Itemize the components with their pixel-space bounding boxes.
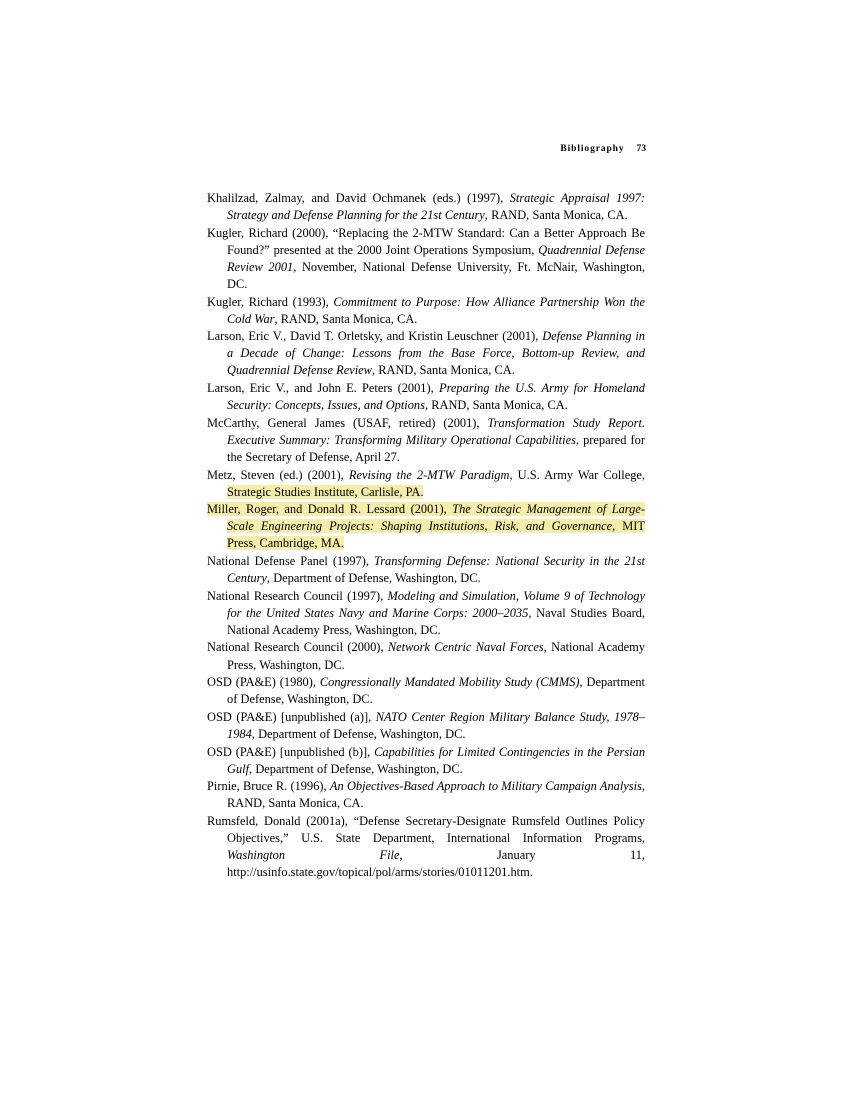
entry-text: National Research Council (1997), bbox=[207, 588, 388, 603]
entry-text: , Department of Defense, Washington, DC. bbox=[251, 726, 466, 741]
bibliography-entry bbox=[207, 501, 645, 552]
entry-text: Strategic Studies Institute, Carlisle, PA. bbox=[227, 484, 424, 499]
entry-title: Transformation Study Report. Executive Summary: Transforming Military Operational Capabilities bbox=[227, 415, 645, 447]
bibliography-entry bbox=[207, 588, 645, 639]
bibliography-entry bbox=[207, 415, 645, 466]
bibliography-entry bbox=[207, 778, 645, 812]
entry-text: , January 11, http://usinfo.state.gov/topical/pol/arms/stories/01011201.htm. bbox=[227, 848, 645, 880]
entry-text: , MIT Press, Cambridge, MA. bbox=[227, 519, 645, 551]
entry-title: Capabilities for Limited Contingencies in the Persian Gulf bbox=[227, 744, 646, 776]
page-header bbox=[560, 144, 646, 154]
entry-text: Khalilzad, Zalmay, and David Ochmanek (eds.) (1997), bbox=[207, 191, 510, 205]
entry-text: , RAND, Santa Monica, CA. bbox=[424, 398, 568, 413]
bibliography-entry bbox=[207, 813, 645, 881]
bibliography-entry bbox=[207, 553, 645, 587]
entry-title: Quadrennial Defense Review 2001 bbox=[227, 242, 645, 274]
entry-text: , RAND, Santa Monica, CA. bbox=[484, 208, 628, 223]
entry-title: Washington File bbox=[227, 848, 400, 863]
entry-text: , Department of Defense, Washington, DC. bbox=[266, 571, 481, 586]
bibliography-entry bbox=[207, 294, 645, 328]
entry-title: Congressionally Mandated Mobility Study (CMMS) bbox=[319, 675, 580, 690]
entry-text: National Defense Panel (1997), bbox=[207, 553, 374, 568]
entry-text: , November, National Defense University, Ft. McNair, Washington, DC. bbox=[227, 259, 645, 291]
entry-text: Rumsfeld, Donald (2001a), “Defense Secretary-Designate Rumsfeld Outlines Policy Objectives,” U.S. State Department, International Information Programs, bbox=[207, 813, 645, 845]
entry-text: Metz, Steven (ed.) (2001), bbox=[207, 467, 349, 482]
entry-text: OSD (PA&E) (1980), bbox=[207, 675, 320, 690]
entry-text: , Department of Defense, Washington, DC. bbox=[227, 675, 645, 707]
entry-text: McCarthy, General James (USAF, retired) (2001), bbox=[207, 415, 488, 430]
entry-title: Transforming Defense: National Security in the 21st Century bbox=[227, 553, 645, 586]
entry-text: , Naval Studies Board, National Academy Press, Washington, DC. bbox=[227, 605, 645, 637]
entry-text: OSD (PA&E) [unpublished (a)], bbox=[207, 709, 376, 724]
entry-text: Kugler, Richard (1993), bbox=[207, 294, 334, 309]
bibliography-entry bbox=[207, 380, 645, 414]
entry-text: , Department of Defense, Washington, DC. bbox=[249, 761, 463, 776]
entry-text: , prepared for the Secretary of Defense, April 27. bbox=[227, 432, 645, 464]
entry-text: , RAND, Santa Monica, CA. bbox=[371, 363, 515, 378]
entry-text: OSD (PA&E) [unpublished (b)], bbox=[207, 744, 375, 759]
entry-text: Pirnie, Bruce R. (1996), bbox=[207, 779, 330, 794]
entry-text: Kugler, Richard (2000), “Replacing the 2-MTW Standard: Can a Better Approach Be Found?” presented at the 2000 Joint Operations Symposium, bbox=[207, 225, 645, 257]
entry-text: Larson, Eric V., David T. Orletsky, and Kristin Leuschner (2001), bbox=[207, 329, 543, 344]
bibliography-entry bbox=[207, 328, 645, 379]
bibliography-list bbox=[207, 190, 645, 882]
entry-text: , RAND, Santa Monica, CA. bbox=[274, 311, 418, 326]
entry-title: The Strategic Management of Large-Scale Engineering Projects: Shaping Institutions, Risk, and Governance bbox=[227, 502, 645, 534]
bibliography-entry bbox=[207, 639, 645, 673]
bibliography-entry bbox=[207, 190, 645, 224]
bibliography-entry bbox=[207, 744, 645, 778]
highlight-region bbox=[207, 502, 645, 550]
entry-title: Preparing the U.S. Army for Homeland Security: Concepts, Issues, and Options bbox=[227, 381, 645, 413]
bibliography-entry bbox=[207, 709, 645, 743]
entry-title: An Objectives-Based Approach to Military Campaign Analysis bbox=[329, 779, 642, 794]
entry-text: , National Academy Press, Washington, DC. bbox=[227, 640, 645, 672]
entry-text: Larson, Eric V., and John E. Peters (2001), bbox=[207, 381, 439, 396]
header-page-number: 73 bbox=[636, 144, 646, 154]
entry-text: , RAND, Santa Monica, CA. bbox=[227, 779, 645, 811]
entry-title: Defense Planning in a Decade of Change: Lessons from the Base Force, Bottom-up Review, and Quadrennial Defense Review bbox=[227, 329, 646, 378]
bibliography-entry bbox=[207, 467, 645, 501]
entry-title: Strategic Appraisal 1997: Strategy and Defense Planning for the 21st Century bbox=[227, 191, 645, 223]
entry-text: Miller, Roger, and Donald R. Lessard (2001), bbox=[207, 502, 453, 517]
bibliography-entry bbox=[207, 674, 645, 708]
entry-title: Network Centric Naval Forces bbox=[387, 640, 544, 655]
entry-text: , U.S. Army War College, bbox=[509, 467, 646, 482]
bibliography-entry bbox=[207, 225, 645, 293]
header-section-label: Bibliography bbox=[560, 144, 625, 154]
entry-title: Commitment to Purpose: How Alliance Partnership Won the Cold War bbox=[227, 294, 645, 326]
entry-title: Modeling and Simulation, Volume 9 of Technology for the United States Navy and Marine Corps: 2000–2035 bbox=[227, 588, 646, 620]
entry-text: National Research Council (2000), bbox=[207, 640, 388, 655]
entry-title: Revising the 2-MTW Paradigm bbox=[348, 467, 510, 482]
entry-title: NATO Center Region Military Balance Study, 1978–1984 bbox=[227, 709, 645, 741]
